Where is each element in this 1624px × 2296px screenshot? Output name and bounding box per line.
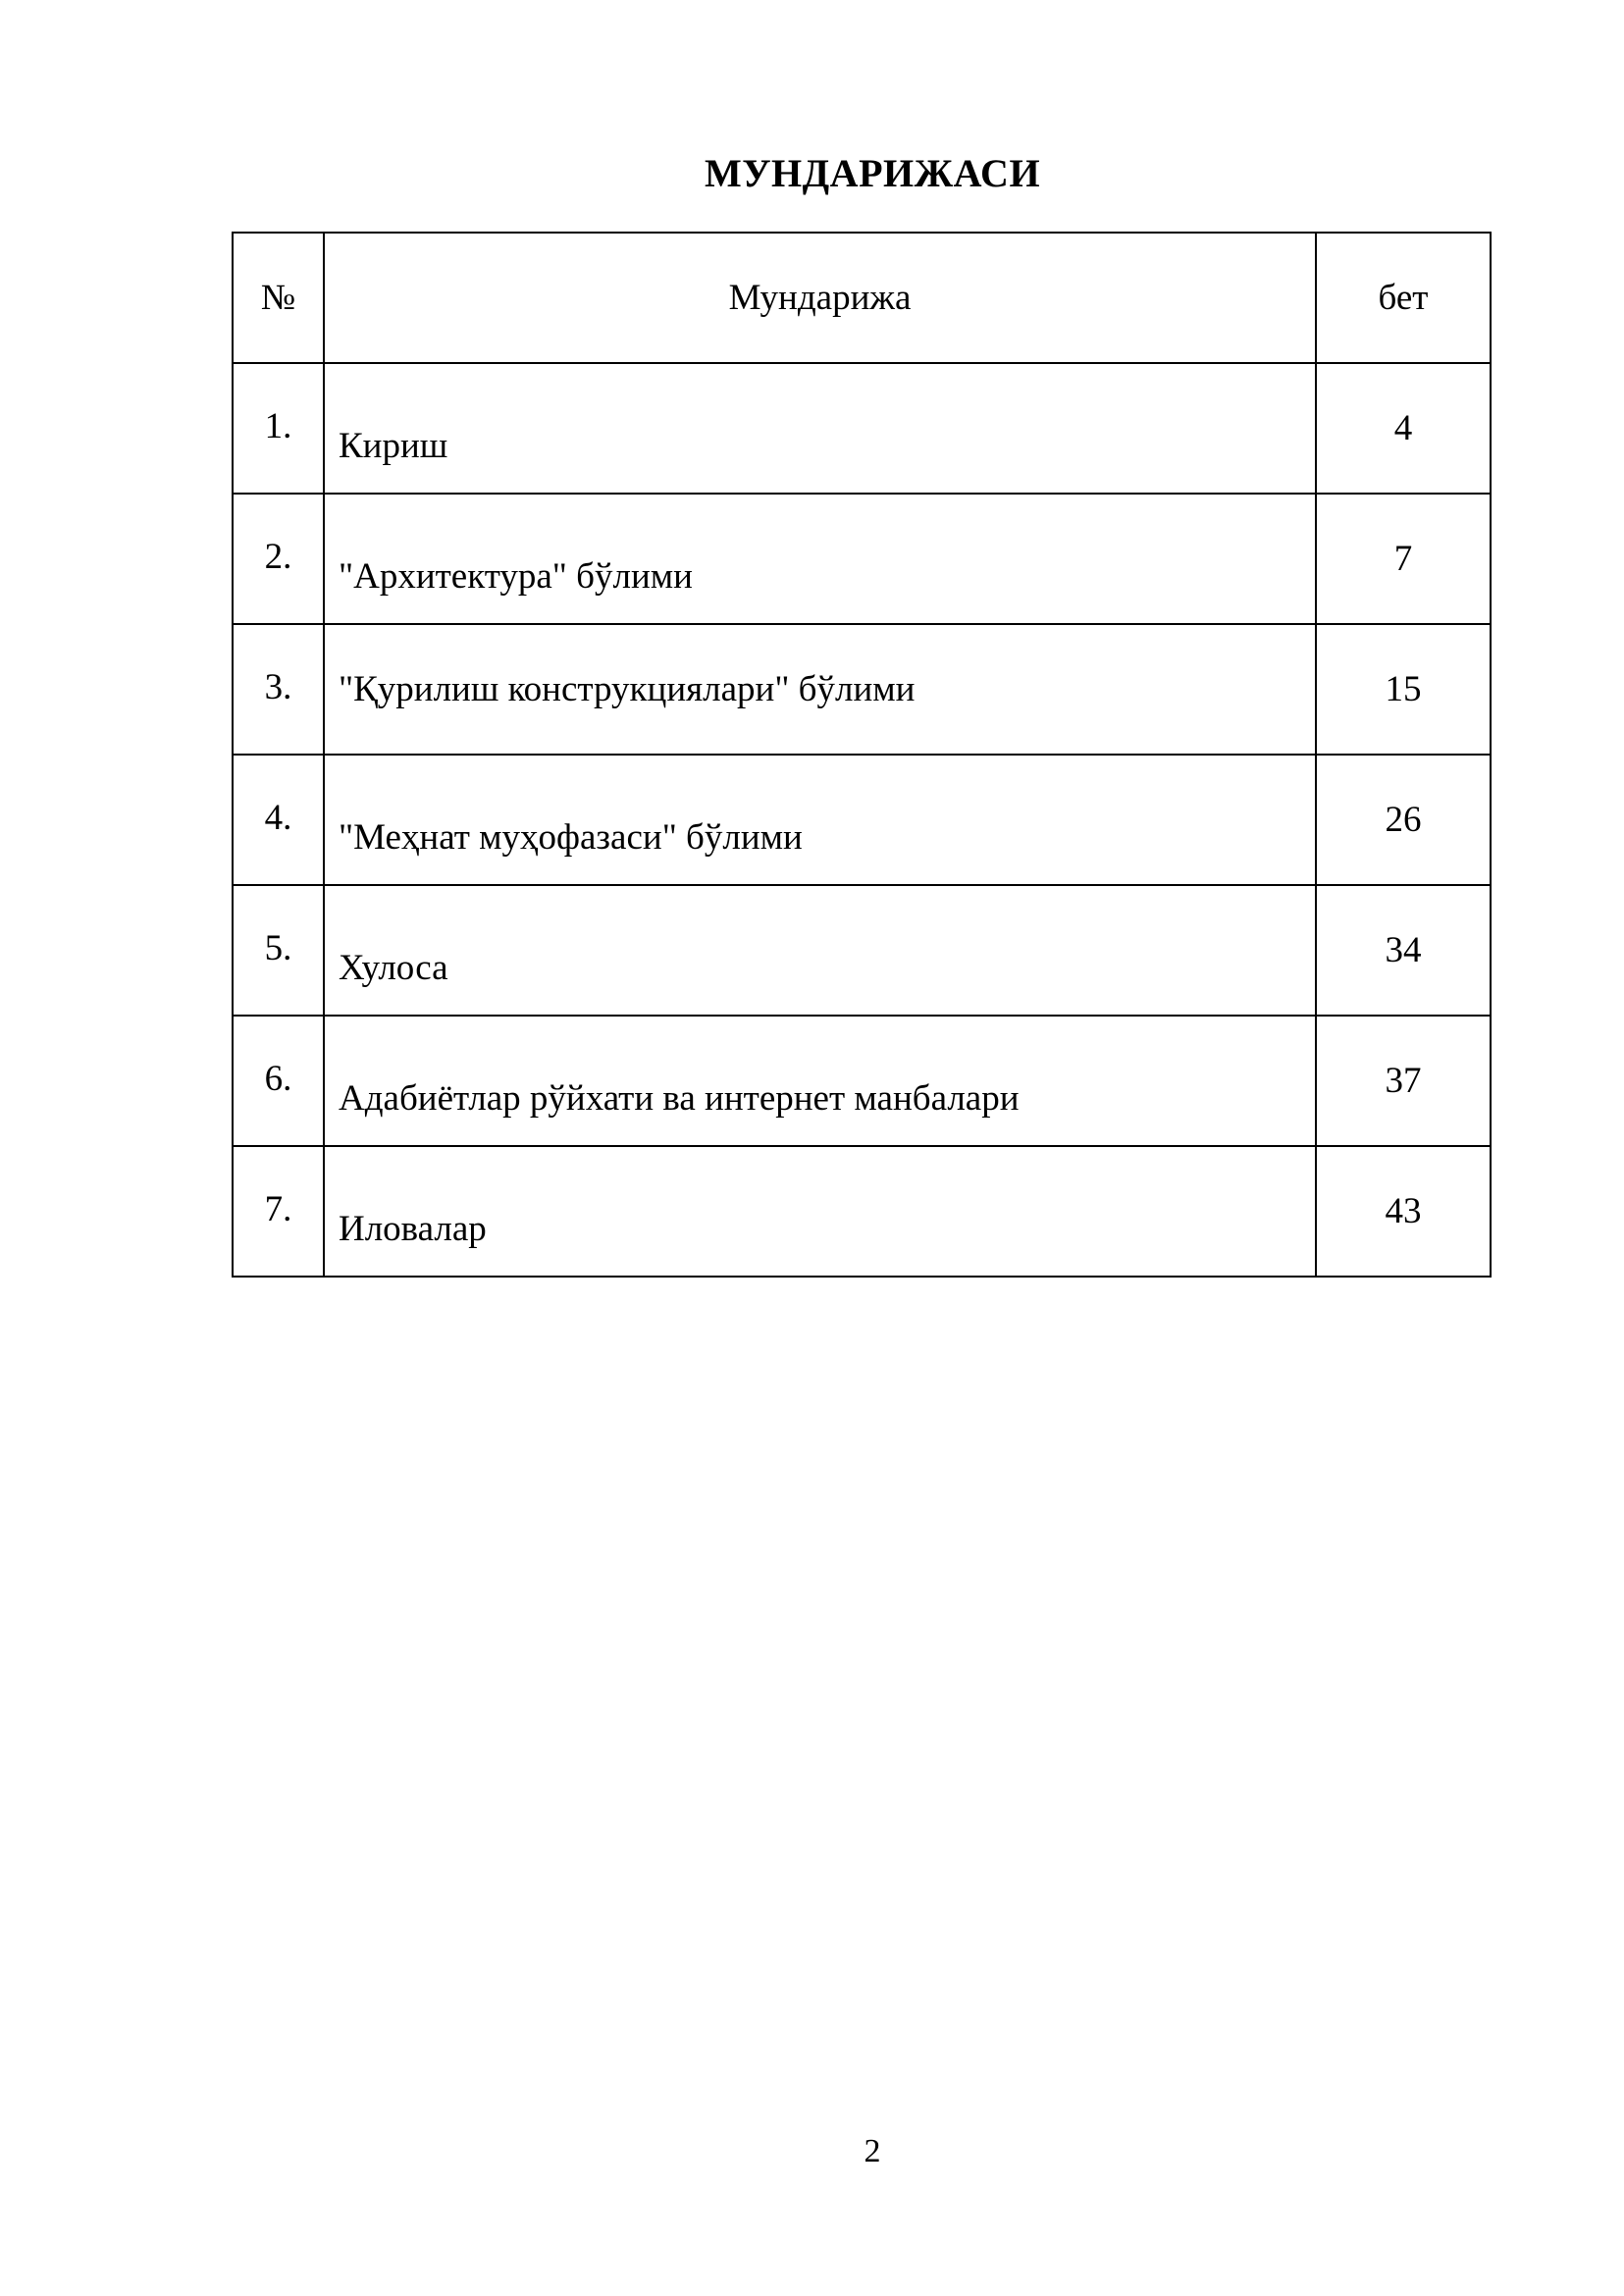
row-number: 4. [233, 755, 324, 885]
row-title: "Меҳнат муҳофазаси" бўлими [324, 755, 1316, 885]
row-number: 5. [233, 885, 324, 1016]
table-row [233, 885, 1491, 1016]
table-row [233, 755, 1491, 885]
row-page: 26 [1316, 755, 1491, 885]
row-page: 15 [1316, 624, 1491, 755]
table-row [233, 1016, 1491, 1146]
row-title: Адабиётлар рўйхати ва интернет манбалари [324, 1016, 1316, 1146]
row-title: "Архитектура" бўлими [324, 494, 1316, 624]
row-title: Иловалар [324, 1146, 1316, 1277]
row-page: 34 [1316, 885, 1491, 1016]
page-title: МУНДАРИЖАСИ [704, 151, 1041, 195]
row-title: Хулоса [324, 885, 1316, 1016]
table-row [233, 363, 1491, 494]
row-title: Кириш [324, 363, 1316, 494]
row-page: 43 [1316, 1146, 1491, 1277]
row-page: 7 [1316, 494, 1491, 624]
table-row [233, 624, 1491, 755]
page-number: 2 [864, 2133, 881, 2169]
row-number: 2. [233, 494, 324, 624]
header-number: № [233, 233, 324, 363]
row-page: 37 [1316, 1016, 1491, 1146]
header-page: бет [1316, 233, 1491, 363]
header-contents: Мундарижа [324, 233, 1316, 363]
row-title: "Қурилиш конструкциялари" бўлими [324, 624, 1316, 755]
row-number: 1. [233, 363, 324, 494]
row-number: 3. [233, 624, 324, 755]
row-number: 6. [233, 1016, 324, 1146]
table-of-contents [232, 232, 1492, 1278]
table-row [233, 494, 1491, 624]
row-number: 7. [233, 1146, 324, 1277]
table-row [233, 1146, 1491, 1277]
table-header-row [233, 233, 1491, 363]
row-page: 4 [1316, 363, 1491, 494]
